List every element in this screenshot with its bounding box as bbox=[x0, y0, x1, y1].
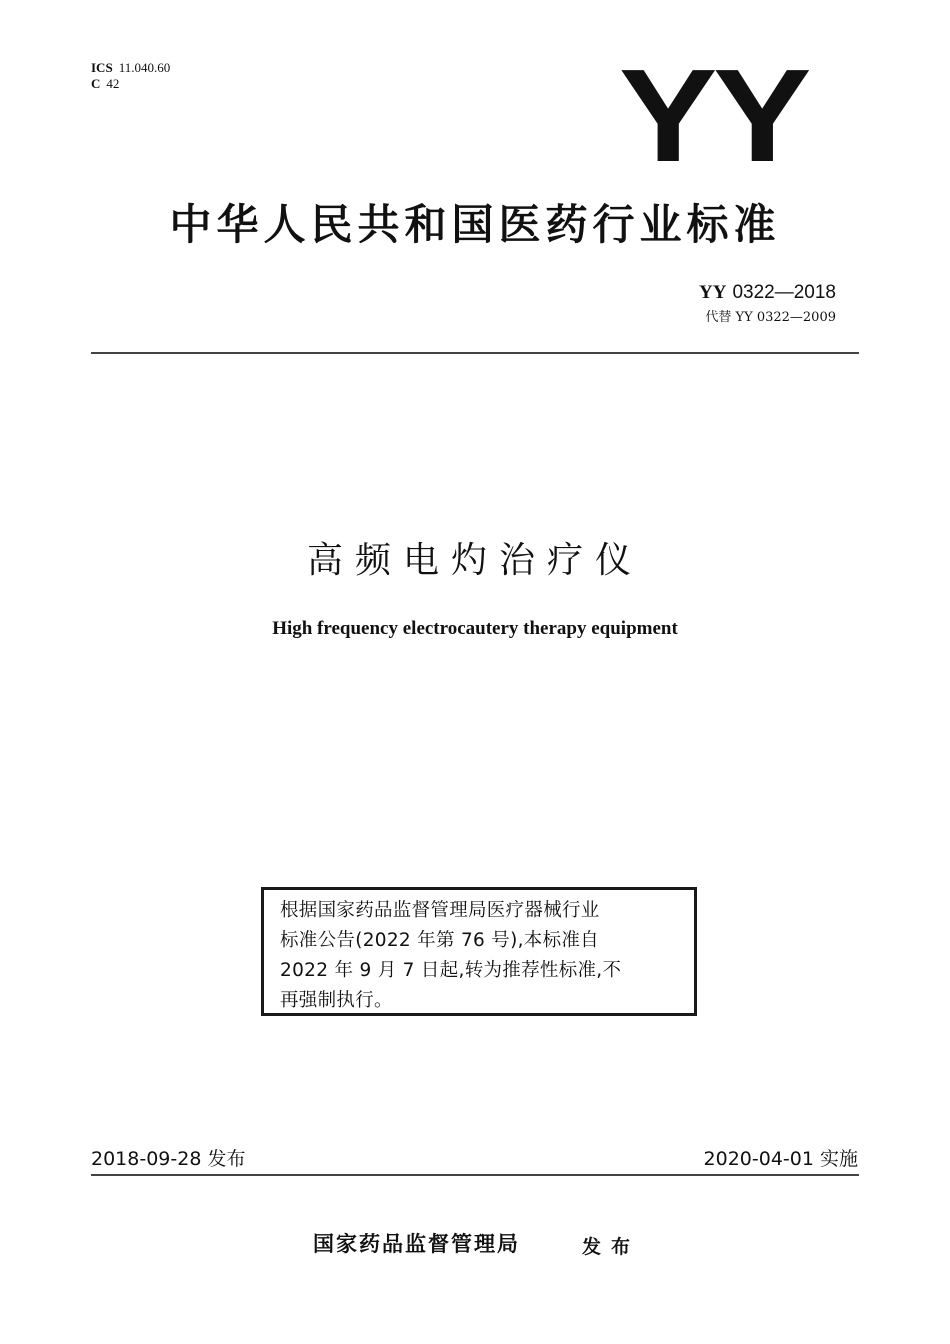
issue-action-label: 发布 bbox=[582, 1236, 641, 1258]
ics-code: 11.040.60 bbox=[118, 60, 171, 75]
document-title-en: High frequency electrocautery therapy equipment bbox=[272, 618, 678, 639]
standard-prefix: YY bbox=[699, 282, 727, 303]
ccs-code-line bbox=[91, 76, 170, 92]
yy-logo: YY bbox=[618, 42, 807, 189]
ccs-code: 42 bbox=[106, 76, 120, 91]
standard-number bbox=[699, 282, 836, 304]
standard-number-block bbox=[699, 282, 836, 325]
notice-line: 根据国家药品监督管理局医疗器械行业 bbox=[280, 900, 600, 921]
ics-label: ICS bbox=[91, 60, 113, 75]
replaces-standard: 代替 YY 0322—2009 bbox=[705, 310, 836, 325]
notice-line: 标准公告(2022 年第 76 号),本标准自 bbox=[280, 930, 599, 951]
standard-number-value: 0322—2018 bbox=[732, 282, 836, 303]
header-divider bbox=[91, 352, 859, 354]
issue-date: 2018-09-28 发布 bbox=[91, 1148, 246, 1170]
notice-line: 再强制执行。 bbox=[280, 990, 393, 1011]
implementation-date: 2020-04-01 实施 bbox=[703, 1148, 858, 1170]
ccs-label: C bbox=[91, 76, 101, 91]
footer-divider bbox=[91, 1174, 859, 1176]
issuing-authority: 国家药品监督管理局 bbox=[313, 1232, 520, 1256]
notice-line: 2022 年 9 月 7 日起,转为推荐性标准,不 bbox=[280, 960, 622, 981]
document-title-cn: 高频电灼治疗仪 bbox=[306, 540, 643, 581]
notice-box bbox=[261, 887, 697, 1016]
standard-category-title: 中华人民共和国医药行业标准 bbox=[169, 200, 781, 249]
ics-code-line bbox=[91, 60, 170, 76]
classification-codes bbox=[91, 60, 170, 92]
